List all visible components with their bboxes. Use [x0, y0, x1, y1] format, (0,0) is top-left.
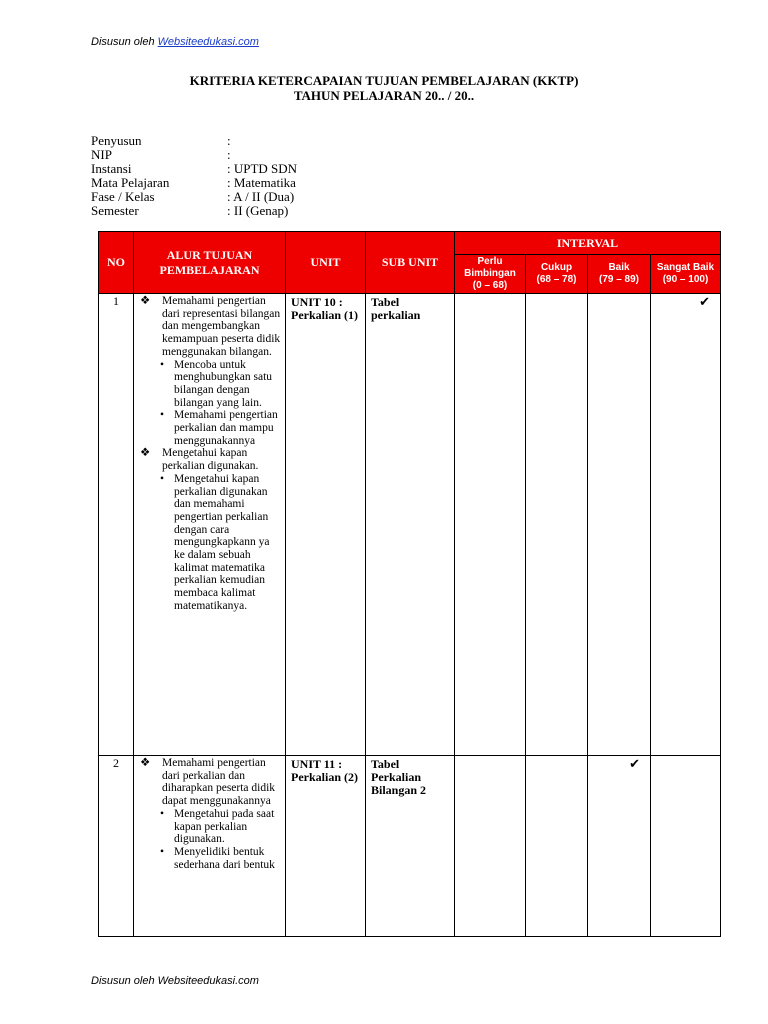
interval-perlu-bimbingan — [455, 255, 526, 294]
sub-item-text: Memahami pengertian perkalian dan mampu menggunakannya — [174, 409, 278, 447]
item-text: Mengetahui kapan perkalian digunakan. — [162, 447, 259, 473]
header-interval: INTERVAL — [455, 232, 721, 255]
interval-name: Cukup — [540, 262, 573, 273]
interval-cell — [526, 756, 588, 937]
footer-note: Disusun oleh Websiteedukasi.com — [91, 975, 259, 987]
sub-item-text: Menyelidiki bentuk sederhana dari bentuk — [174, 845, 275, 871]
header-sub-unit: SUB UNIT — [366, 232, 455, 294]
title-line-2: TAHUN PELAJARAN 20.. / 20.. — [293, 88, 475, 103]
row-number: 1 — [99, 294, 134, 756]
interval-range: (68 – 78) — [536, 274, 577, 285]
header-unit: UNIT — [286, 232, 366, 294]
sub-item-text: Mengetahui kapan perkalian digunakan dan memahami pengertian perkalian dengan cara mengungkapkann ya ke dalam sebuah kalimat matematika perkalian kemudian membaca kalimat matematikanya. — [174, 472, 270, 612]
identity-block — [91, 134, 297, 218]
title-line-1: KRITERIA KETERCAPAIAN TUJUAN PEMBELAJARAN (KKTP) — [189, 73, 579, 88]
list-item — [140, 757, 283, 808]
meta-row-semester — [91, 204, 297, 218]
kktp-table — [98, 231, 721, 937]
interval-name: Baik — [608, 262, 630, 273]
interval-range: (90 – 100) — [662, 274, 709, 285]
meta-label: Fase / Kelas — [91, 189, 155, 204]
diamond-bullet-icon: ❖ — [140, 757, 151, 769]
header-note — [91, 36, 259, 48]
interval-cell — [651, 756, 721, 937]
interval-cukup — [526, 255, 588, 294]
row-number: 2 — [99, 756, 134, 937]
website-link[interactable]: Websiteedukasi.com — [157, 36, 259, 48]
dot-bullet-icon: • — [160, 358, 165, 371]
list-item — [140, 295, 283, 359]
document-title — [0, 73, 768, 103]
meta-value: : II (Genap) — [227, 203, 289, 218]
sub-list-item — [160, 359, 283, 410]
header-no: NO — [99, 232, 134, 294]
interval-cell — [455, 756, 526, 937]
meta-label: Mata Pelajaran — [91, 175, 170, 190]
meta-value: : — [227, 147, 231, 162]
meta-row-nip — [91, 148, 297, 162]
checkmark-icon: ✔ — [651, 294, 721, 756]
interval-name: Perlu Bimbingan — [464, 256, 516, 279]
dot-bullet-icon: • — [160, 472, 165, 485]
meta-value: : Matematika — [227, 175, 296, 190]
checkmark-icon: ✔ — [588, 756, 651, 937]
interval-name: Sangat Baik — [656, 262, 715, 273]
meta-row-fase — [91, 190, 297, 204]
interval-range: (0 – 68) — [472, 280, 508, 291]
table-row — [99, 756, 721, 937]
meta-row-instansi — [91, 162, 297, 176]
alur-cell — [134, 294, 286, 756]
interval-range: (79 – 89) — [598, 274, 640, 285]
sub-unit-cell: Tabel Perkalian Bilangan 2 — [366, 756, 455, 937]
unit-cell: UNIT 11 : Perkalian (2) — [286, 756, 366, 937]
meta-row-penyusun — [91, 134, 297, 148]
interval-cell — [526, 294, 588, 756]
item-text: Memahami pengertian dari representasi bilangan dan mengembangkan kemampuan peserta didik menggunakan bilangan. — [162, 295, 281, 358]
dot-bullet-icon: • — [160, 807, 165, 820]
item-text: Memahami pengertian dari perkalian dan diharapkan peserta didik dapat menggunakannya — [162, 757, 276, 808]
dot-bullet-icon: • — [160, 409, 165, 422]
list-item — [140, 447, 283, 472]
dot-bullet-icon: • — [160, 845, 165, 858]
meta-label: Instansi — [91, 161, 132, 176]
interval-sangat-baik — [651, 255, 721, 294]
unit-cell: UNIT 10 : Perkalian (1) — [286, 294, 366, 756]
sub-unit-cell: Tabel perkalian — [366, 294, 455, 756]
alur-cell — [134, 756, 286, 937]
sub-list-item — [160, 409, 283, 447]
diamond-bullet-icon: ❖ — [140, 447, 151, 460]
sub-list-item — [160, 846, 283, 871]
sub-list-item — [160, 808, 283, 846]
interval-cell — [455, 294, 526, 756]
interval-baik — [588, 255, 651, 294]
sub-item-text: Mencoba untuk menghubungkan satu bilangan dengan bilangan yang lain. — [174, 358, 273, 409]
table-row — [99, 294, 721, 756]
meta-value: : A / II (Dua) — [227, 189, 295, 204]
diamond-bullet-icon: ❖ — [140, 295, 151, 307]
sub-list-item — [160, 473, 283, 613]
meta-label: Penyusun — [91, 133, 142, 148]
sub-item-text: Mengetahui pada saat kapan perkalian digunakan. — [174, 807, 275, 846]
meta-value: : — [227, 133, 231, 148]
meta-label: Semester — [91, 203, 139, 218]
meta-label: NIP — [91, 147, 112, 162]
header-prefix: Disusun oleh — [91, 36, 158, 48]
header-alur: ALUR TUJUAN PEMBELAJARAN — [134, 232, 286, 294]
interval-cell — [588, 294, 651, 756]
meta-value: : UPTD SDN — [227, 161, 298, 176]
meta-row-mapel — [91, 176, 297, 190]
